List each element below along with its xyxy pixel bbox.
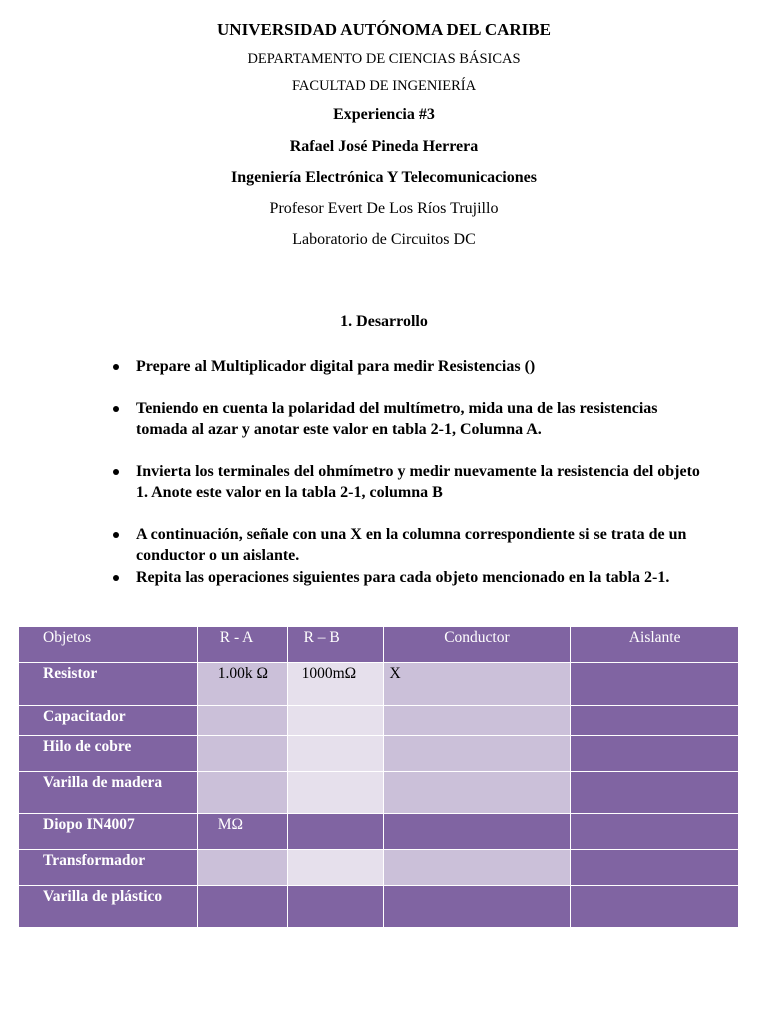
bullet-icon [113, 469, 119, 475]
bullet-icon [113, 364, 119, 370]
bullet-icon [113, 406, 119, 412]
conductor-cell [383, 814, 571, 850]
student-name: Rafael José Pineda Herrera [289, 138, 479, 155]
table-row [19, 736, 739, 772]
aislante-cell [571, 736, 739, 772]
aislante-cell [571, 814, 739, 850]
aislante-cell [571, 850, 739, 886]
results-table [18, 626, 739, 928]
row-label: Varilla de plástico [19, 886, 198, 928]
row-label: Varilla de madera [19, 772, 198, 814]
rb-cell [287, 772, 383, 814]
table-row [19, 850, 739, 886]
section-title: 1. Desarrollo [340, 313, 428, 330]
professor-name: Profesor Evert De Los Ríos Trujillo [269, 200, 499, 217]
ra-cell: 1.00k Ω [197, 663, 287, 706]
department-title: DEPARTAMENTO DE CIENCIAS BÁSICAS [247, 51, 521, 67]
list-item-text: Teniendo en cuenta la polaridad del multímetro, mida una de las resistencias tomada al azar y anotar este valor en tabla 2-1, Columna A. [136, 400, 658, 438]
university-title: UNIVERSIDAD AUTÓNOMA DEL CARIBE [217, 20, 551, 39]
row-label: Hilo de cobre [19, 736, 198, 772]
header-cell: Conductor [383, 627, 571, 663]
experience-title: Experiencia #3 [333, 106, 435, 123]
ra-cell [197, 850, 287, 886]
conductor-cell [383, 736, 571, 772]
list-item [110, 524, 710, 566]
row-label: Resistor [19, 663, 198, 706]
list-item-text: Invierta los terminales del ohmímetro y medir nuevamente la resistencia del objeto 1. Anote este valor en la tabla 2-1, columna B [136, 463, 700, 501]
list-item-text: Prepare al Multiplicador digital para medir Resistencias () [136, 358, 536, 375]
conductor-cell [383, 772, 571, 814]
faculty-title: FACULTAD DE INGENIERÍA [291, 78, 477, 94]
list-item-text: Repita las operaciones siguientes para cada objeto mencionado en la tabla 2-1. [136, 569, 670, 586]
instruction-list [110, 356, 710, 589]
conductor-cell [383, 706, 571, 736]
ra-cell [197, 736, 287, 772]
aislante-cell [571, 706, 739, 736]
table-row [19, 886, 739, 928]
table-row [19, 772, 739, 814]
header-cell: Objetos [19, 627, 198, 663]
rb-cell [287, 814, 383, 850]
list-item [110, 461, 710, 503]
row-label: Capacitador [19, 706, 198, 736]
aislante-cell [571, 663, 739, 706]
list-item [110, 356, 710, 377]
rb-cell [287, 736, 383, 772]
list-item [110, 567, 710, 588]
conductor-cell [383, 886, 571, 928]
table-header-row [19, 627, 739, 663]
list-item [110, 398, 710, 440]
aislante-cell [571, 886, 739, 928]
table-row [19, 814, 739, 850]
ra-cell: MΩ [197, 814, 287, 850]
rb-cell [287, 850, 383, 886]
conductor-cell: X [383, 663, 571, 706]
table-row [19, 663, 739, 706]
ra-cell [197, 772, 287, 814]
ra-cell [197, 706, 287, 736]
program-name: Ingeniería Electrónica Y Telecomunicaciones [231, 169, 537, 186]
header-cell: R – B [287, 627, 383, 663]
ra-cell [197, 886, 287, 928]
row-label: Diopo IN4007 [19, 814, 198, 850]
table-row [19, 706, 739, 736]
bullet-icon [113, 532, 119, 538]
list-item-text: A continuación, señale con una X en la columna correspondiente si se trata de un conductor o un aislante. [136, 526, 687, 564]
rb-cell: 1000mΩ [287, 663, 383, 706]
rb-cell [287, 886, 383, 928]
rb-cell [287, 706, 383, 736]
aislante-cell [571, 772, 739, 814]
lab-name: Laboratorio de Circuitos DC [292, 231, 476, 248]
bullet-icon [113, 575, 119, 581]
header-cell: Aislante [571, 627, 739, 663]
header-cell: R - A [197, 627, 287, 663]
conductor-cell [383, 850, 571, 886]
row-label: Transformador [19, 850, 198, 886]
